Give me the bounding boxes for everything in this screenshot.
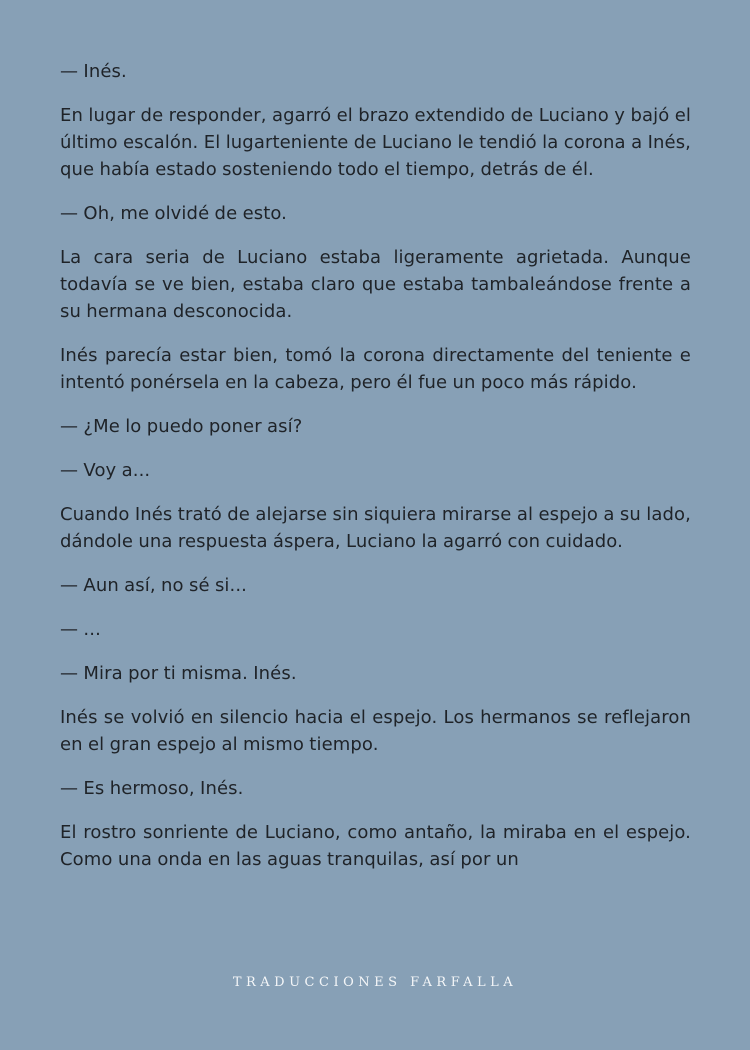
dialogue-line: — Inés. [60,61,127,82]
dialogue-line: — Aun así, no sé si... [60,575,247,596]
dialogue-line: — Oh, me olvidé de esto. [60,203,288,224]
page-body [60,58,691,958]
paragraph: La cara seria de Luciano estaba ligeramente agrietada. Aunque todavía se ve bien, estaba claro que estaba tambaleándose frente a su hermana desconocida. [60,247,691,322]
dialogue-line: — Voy a... [60,460,151,481]
dialogue-line: — ... [60,619,101,640]
paragraph: Inés parecía estar bien, tomó la corona directamente del teniente e intentó ponérsela en la cabeza, pero él fue un poco más rápido. [60,345,691,393]
paragraph: Inés se volvió en silencio hacia el espejo. Los hermanos se reflejaron en el gran espejo al mismo tiempo. [60,707,691,755]
dialogue-line: — Es hermoso, Inés. [60,778,244,799]
footer-credit: TRADUCCIONES FARFALLA [232,975,518,990]
paragraph: El rostro sonriente de Luciano, como antaño, la miraba en el espejo. Como una onda en las aguas tranquilas, así por un [60,822,691,870]
dialogue-line: — ¿Me lo puedo poner así? [60,416,303,437]
dialogue-line: — Mira por ti misma. Inés. [60,663,297,684]
paragraph: En lugar de responder, agarró el brazo extendido de Luciano y bajó el último escalón. El lugarteniente de Luciano le tendió la corona a Inés, que había estado sosteniendo todo el tiempo, detrás de él. [60,105,691,180]
paragraph: Cuando Inés trató de alejarse sin siquiera mirarse al espejo a su lado, dándole una respuesta áspera, Luciano la agarró con cuidado. [60,504,691,552]
